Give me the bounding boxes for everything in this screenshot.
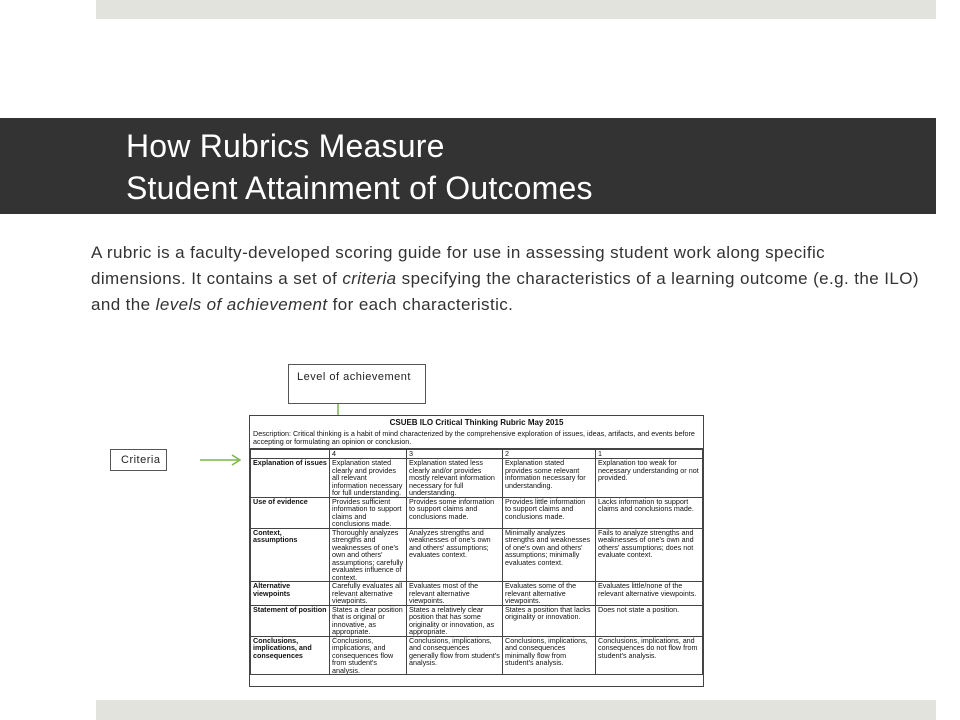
rubric-level-cell: Evaluates little/none of the relevant alternative viewpoints. — [596, 582, 703, 606]
rubric-table-body — [251, 450, 703, 675]
body-text-part-2: specifying the characteristics of a learning outcome (e.g. the ILO) and the — [91, 269, 919, 314]
rubric-level-cell: Explanation stated less clearly and/or provides mostly relevant information necessary for full understanding. — [407, 459, 503, 498]
rubric-level-cell: Provides sufficient information to support claims and conclusions made. — [330, 497, 407, 528]
rubric-level-cell: Lacks information to support claims and conclusions made. — [596, 497, 703, 528]
rubric-level-cell: Explanation stated provides some relevant information necessary for understanding. — [503, 459, 596, 498]
rubric-level-cell: States a position that lacks originality or innovation. — [503, 605, 596, 636]
rubric-criterion-cell: Conclusions, implications, and consequences — [251, 636, 330, 675]
rubric-criterion-cell: Explanation of issues — [251, 459, 330, 498]
body-text-part-1: A rubric is a faculty-developed scoring guide for use in assessing student work along specific dimensions. It contains a set of — [91, 243, 826, 288]
rubric-level-cell: Evaluates some of the relevant alternative viewpoints. — [503, 582, 596, 606]
criteria-callout: Criteria — [110, 449, 167, 471]
rubric-level-cell: Analyzes strengths and weaknesses of one's own and others' assumptions; evaluates context. — [407, 528, 503, 582]
rubric-level-cell: Explanation too weak for necessary understanding or not provided. — [596, 459, 703, 498]
rubric-level-cell: States a clear position that is original or innovative, as appropriate. — [330, 605, 407, 636]
rubric-row — [251, 497, 703, 528]
rubric-row — [251, 459, 703, 498]
rubric-level-cell: Minimally analyzes strengths and weaknesses of one's own and others' assumptions; minimally evaluates context. — [503, 528, 596, 582]
rubric-criterion-cell: Alternative viewpoints — [251, 582, 330, 606]
rubric-level-cell: Thoroughly analyzes strengths and weaknesses of one's own and others' assumptions; carefully evaluates influence of context. — [330, 528, 407, 582]
body-text-emphasis-levels: levels of achievement — [155, 295, 328, 314]
rubric-level-header: 1 — [596, 450, 703, 459]
slide-title-line-2: Student Attainment of Outcomes — [126, 170, 593, 206]
rubric-level-header-row — [251, 450, 703, 459]
slide-title-line-1: How Rubrics Measure — [126, 128, 445, 164]
rubric-level-cell: Conclusions, implications, and consequences minimally flow from student's analysis. — [503, 636, 596, 675]
rubric-level-cell: Fails to analyze strengths and weaknesses of one's own and others' assumptions; does not evaluate context. — [596, 528, 703, 582]
bottom-decor-band — [96, 700, 936, 720]
rubric-header-blank — [251, 450, 330, 459]
rubric-title: CSUEB ILO Critical Thinking Rubric May 2015 — [389, 418, 564, 427]
rubric-row — [251, 605, 703, 636]
rubric-level-cell: States a relatively clear position that has some originality or innovation, as appropriate. — [407, 605, 503, 636]
rubric-row — [251, 528, 703, 582]
rubric-criterion-cell: Use of evidence — [251, 497, 330, 528]
rubric-row — [251, 636, 703, 675]
body-text-emphasis-criteria: criteria — [342, 269, 397, 288]
rubric-level-cell: Conclusions, implications, and consequences do not flow from student's analysis. — [596, 636, 703, 675]
rubric-description: Description: Critical thinking is a habit of mind characterized by the comprehensive exploration of issues, ideas, artifacts, and events before accepting or formulating an opinion or conclusion. — [250, 429, 703, 449]
rubric-criterion-cell: Context, assumptions — [251, 528, 330, 582]
rubric-level-header: 4 — [330, 450, 407, 459]
rubric-level-cell: Conclusions, implications, and consequences generally flow from student's analysis. — [407, 636, 503, 675]
rubric-level-cell: Provides some information to support claims and conclusions made. — [407, 497, 503, 528]
rubric-level-cell: Provides little information to support claims and conclusions made. — [503, 497, 596, 528]
rubric-level-header: 3 — [407, 450, 503, 459]
level-of-achievement-callout: Level of achievement — [288, 364, 426, 404]
rubric-criterion-cell: Statement of position — [251, 605, 330, 636]
rubric-level-header: 2 — [503, 450, 596, 459]
rubric-level-cell: Conclusions, implications, and consequences flow from student's analysis. — [330, 636, 407, 675]
rubric-table — [250, 449, 703, 675]
rubric-level-cell: Explanation stated clearly and provides all relevant information necessary for full understanding. — [330, 459, 407, 498]
body-text-part-3: for each characteristic. — [327, 295, 514, 314]
rubric-image — [249, 415, 704, 687]
rubric-level-cell: Carefully evaluates all relevant alternative viewpoints. — [330, 582, 407, 606]
rubric-level-cell: Evaluates most of the relevant alternative viewpoints. — [407, 582, 503, 606]
rubric-row — [251, 582, 703, 606]
rubric-level-cell: Does not state a position. — [596, 605, 703, 636]
